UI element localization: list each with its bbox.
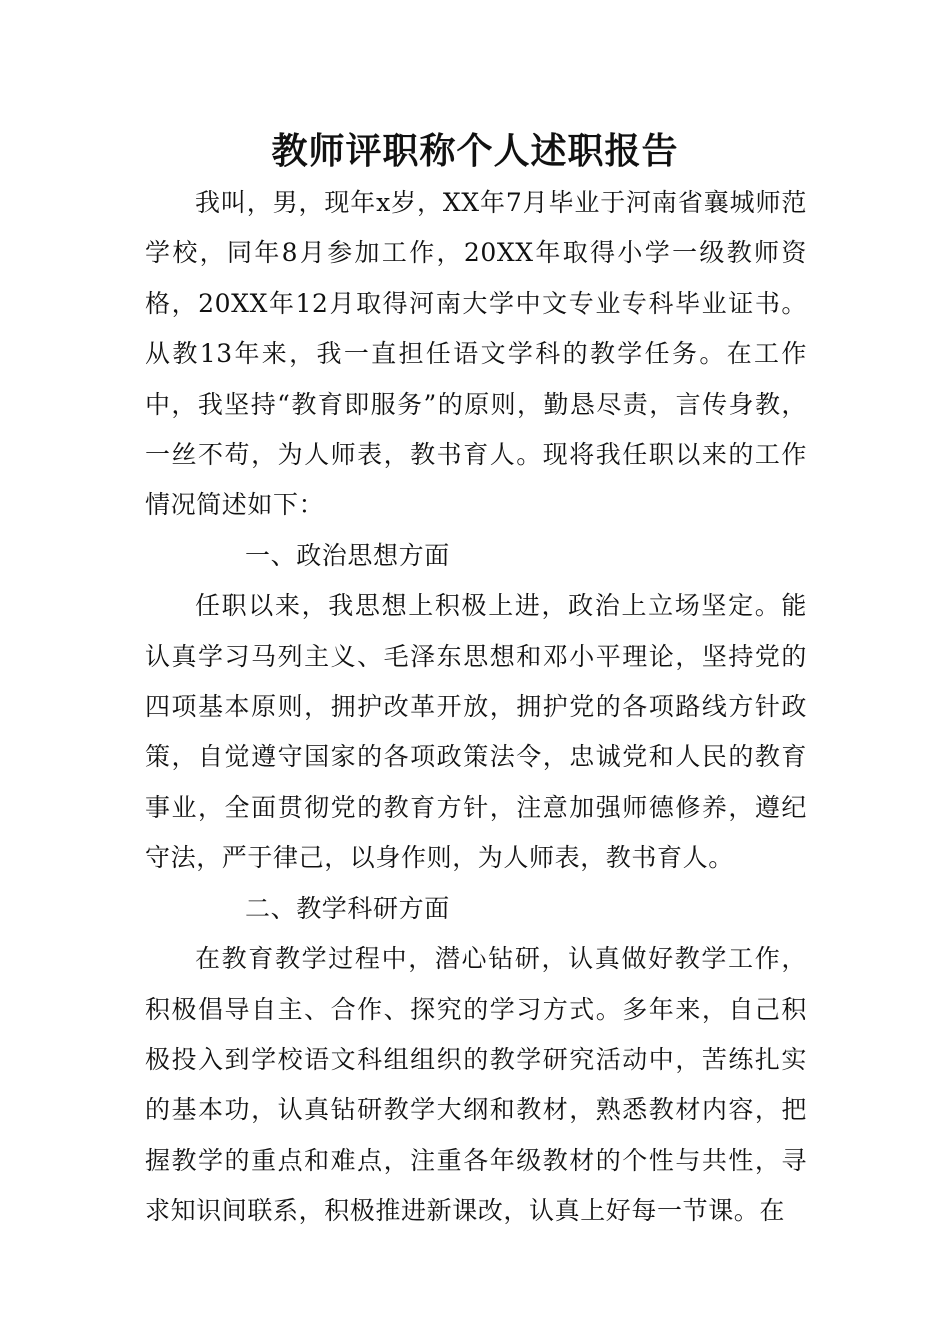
intro-paragraph: 我叫，男，现年x岁，XX年7月毕业于河南省襄城师范学校，同年8月参加工作，20XX年取得小学一级教师资格，20XX年12月取得河南大学中文专业专科毕业证书。从教13年来，我一直担任语文学科的教学任务。在工作中，我坚持“教育即服务”的原则，勤恳尽责，言传身教，一丝不苟，为人师表，教书育人。现将我任职以来的工作情况简述如下： [145,188,807,520]
politics-paragraph: 任职以来，我思想上积极上进，政治上立场坚定。能认真学习马列主义、毛泽东思想和邓小平理论，坚持党的四项基本原则，拥护改革开放，拥护党的各项路线方针政策，自觉遵守国家的各项政策法令，忠诚党和人民的教育事业，全面贯彻党的教育方针，注意加强师德修养，遵纪守法，严于律己，以身作则，为人师表，教书育人。 [145,591,807,873]
document-body [145,178,807,1237]
teaching-paragraph: 在教育教学过程中，潜心钻研，认真做好教学工作，积极倡导自主、合作、探究的学习方式。多年来，自己积极投入到学校语文科组组织的教学研究活动中，苦练扎实的基本功，认真钻研教学大纲和教材，熟悉教材内容，把握教学的重点和难点，注重各年级教材的个性与共性，寻求知识间联系，积极推进新课改，认真上好每一节课。在 [145,944,807,1226]
section-heading-politics: 一、政治思想方面 [245,540,450,570]
section-heading-teaching: 二、教学科研方面 [245,893,450,923]
document-title: 教师评职称个人述职报告 [271,131,679,172]
